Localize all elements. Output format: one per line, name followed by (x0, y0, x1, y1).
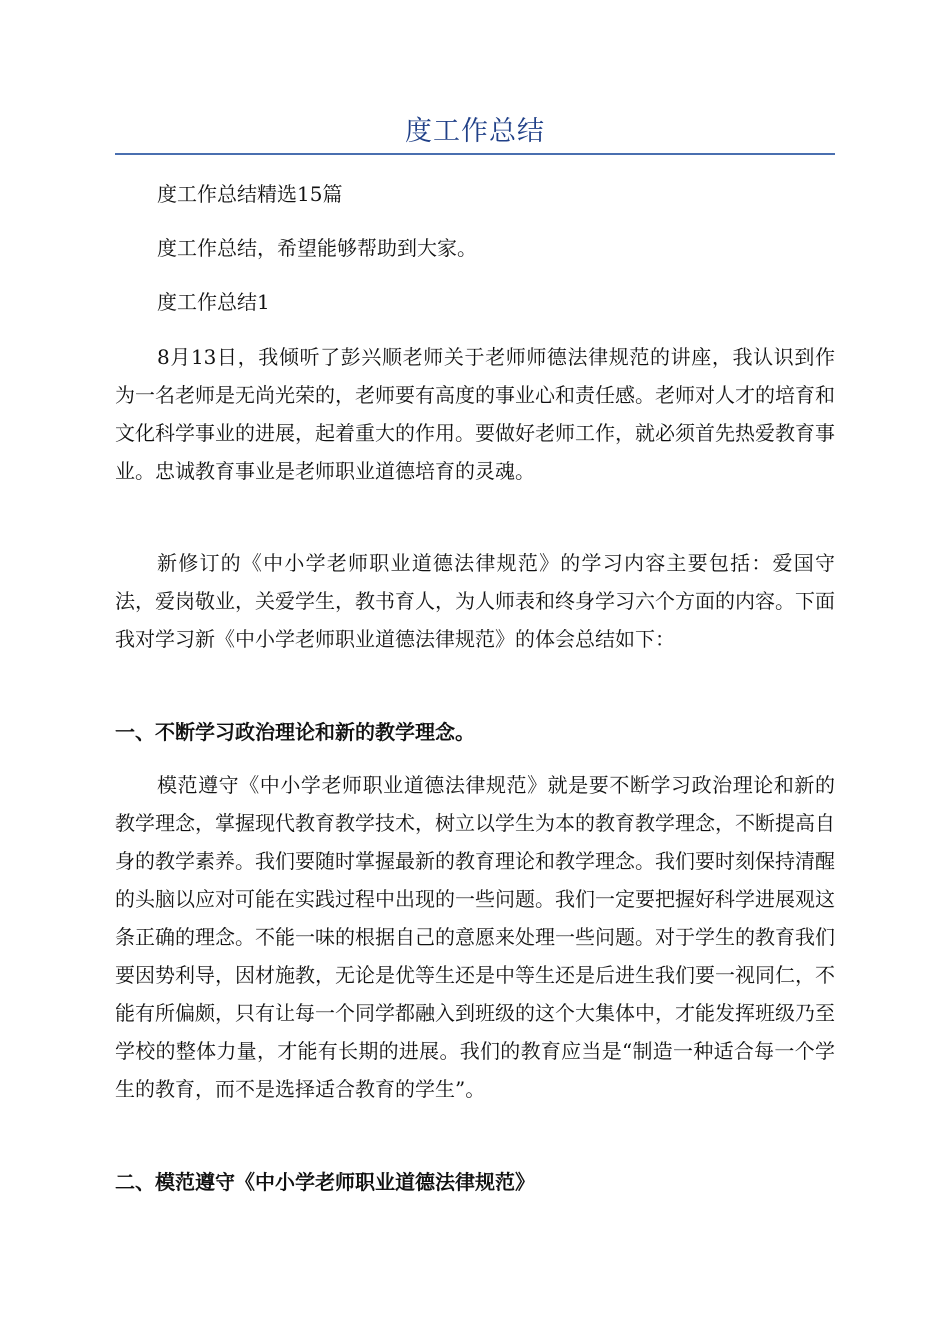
document-title: 度工作总结 (405, 116, 545, 147)
paragraph-1: 8月13日，我倾听了彭兴顺老师关于老师师德法律规范的讲座，我认识到作为一名老师是无尚光荣的，老师要有高度的事业心和责任感。老师对人才的培育和文化科学事业的进展，起着重大的作用。要做好老师工作，就必须首先热爱教育事业。忠诚教育事业是老师职业道德培育的灵魂。 (115, 345, 835, 483)
heading-1: 一、不断学习政治理论和新的教学理念。 (115, 720, 475, 744)
title-underline (115, 153, 835, 155)
paragraph-3: 模范遵守《中小学老师职业道德法律规范》就是要不断学习政治理论和新的教学理念，掌握现代教育教学技术，树立以学生为本的教育教学理念，不断提高自身的教学素养。我们要随时掌握最新的教育理论和教学理念。我们要时刻保持清醒的头脑以应对可能在实践过程中出现的一些问题。我们一定要把握好科学进展观这条正确的理念。不能一味的根据自己的意愿来处理一些问题。对于学生的教育我们要因势利导，因材施教，无论是优等生还是中等生还是后进生我们要一视同仁，不能有所偏颇，只有让每一个同学都融入到班级的这个大集体中，才能发挥班级乃至学校的整体力量，才能有长期的进展。我们的教育应当是“制造一种适合每一个学生的教育，而不是选择适合教育的学生”。 (115, 773, 835, 1101)
section-label: 度工作总结1 (157, 290, 270, 314)
paragraph-2: 新修订的《中小学老师职业道德法律规范》的学习内容主要包括：爱国守法，爱岗敬业，关爱学生，教书育人，为人师表和终身学习六个方面的内容。下面我对学习新《中小学老师职业道德法律规范》的体会总结如下： (115, 551, 835, 651)
intro-line: 度工作总结，希望能够帮助到大家。 (157, 236, 477, 260)
subtitle-line: 度工作总结精选15篇 (157, 182, 343, 206)
heading-2: 二、模范遵守《中小学老师职业道德法律规范》 (115, 1170, 535, 1194)
